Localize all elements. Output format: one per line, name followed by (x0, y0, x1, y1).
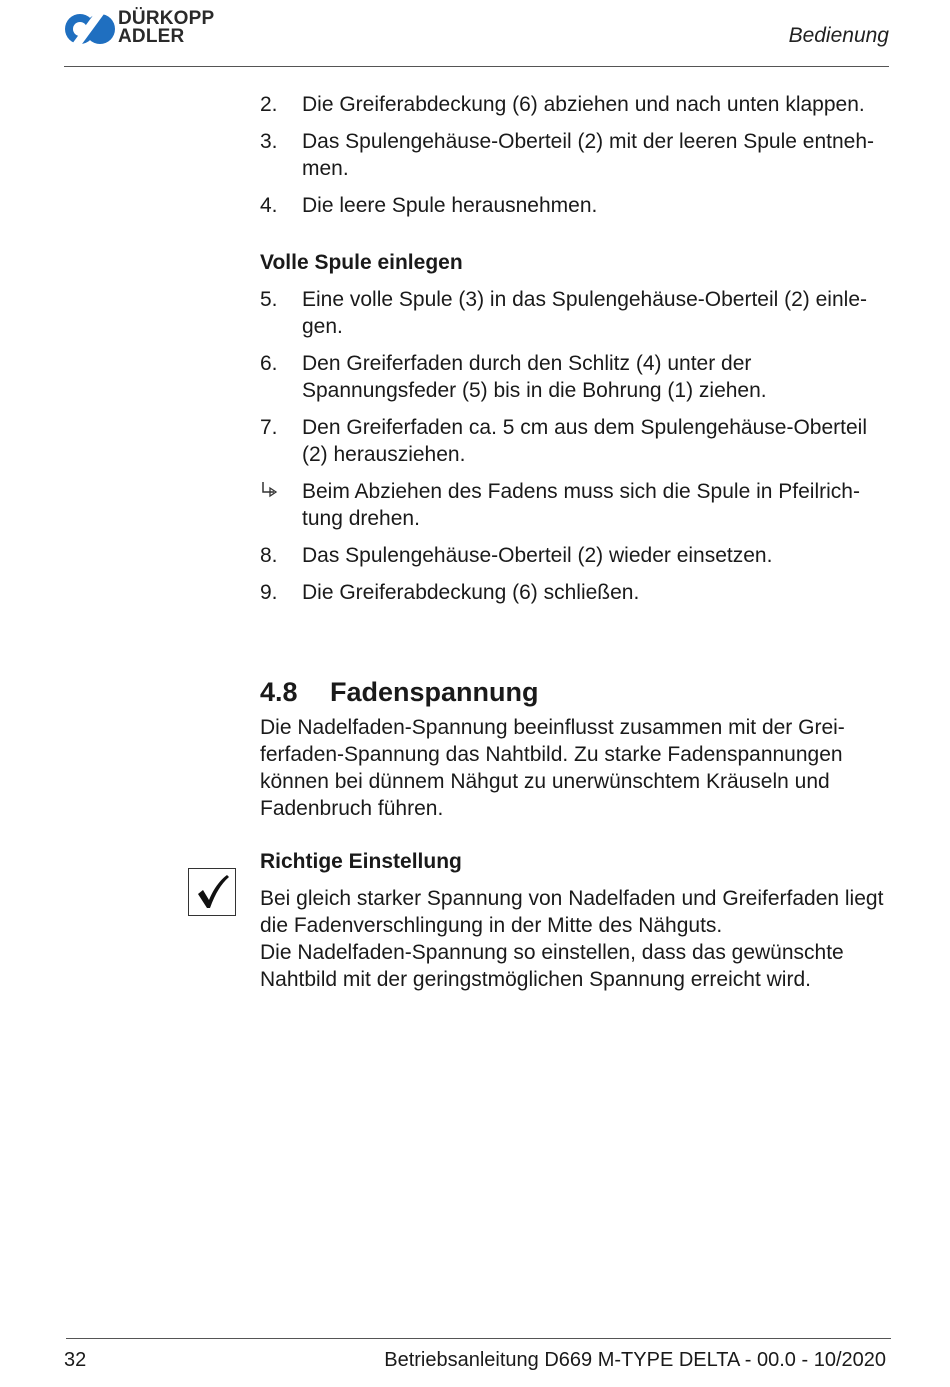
brand-wordmark (118, 10, 214, 46)
section-title: Fadenspannung (330, 677, 539, 707)
list-item (260, 286, 890, 340)
document-info: Betriebsanleitung D669 M-TYPE DELTA - 00.0 - 10/2020 (384, 1349, 886, 1371)
step-number: 3. (260, 130, 278, 153)
section-intro: Die Nadelfaden-Spannung beeinflusst zusammen mit der Grei-ferfaden-Spannung das Nahtbild. Zu starke Fadenspannungen können bei dünnem Nähgut zu unerwünschtem Kräuseln und Fadenbruch führen. (260, 716, 845, 820)
step-number: 4. (260, 194, 278, 217)
setting-heading: Richtige Einstellung (260, 850, 462, 873)
brand-line-2: ADLER (118, 26, 185, 47)
step-number: 7. (260, 416, 278, 439)
list-item (260, 192, 890, 219)
step-text: Die leere Spule herausnehmen. (302, 194, 598, 217)
list-item (260, 128, 890, 182)
section-number: 4.8 (260, 677, 298, 707)
duerkopp-adler-logo-icon (64, 10, 116, 48)
step-text: Den Greiferfaden durch den Schlitz (4) unter der Spannungsfeder (5) bis in die Bohrung (1) ziehen. (302, 352, 767, 402)
list-item (260, 350, 890, 404)
step-number: 9. (260, 581, 278, 604)
step-text: Eine volle Spule (3) in das Spulengehäuse-Oberteil (2) einle-gen. (302, 288, 867, 338)
step-number: 8. (260, 544, 278, 567)
step-text: Beim Abziehen des Fadens muss sich die Spule in Pfeilrich-tung drehen. (302, 480, 860, 530)
steps-list-bottom (260, 286, 890, 606)
step-text: Das Spulengehäuse-Oberteil (2) mit der leeren Spule entneh-men. (302, 130, 874, 180)
setting-text-1: Bei gleich starker Spannung von Nadelfaden und Greiferfaden liegt die Fadenverschlingung in der Mitte des Nähguts. (260, 887, 884, 937)
brand-line-1: DÜRKOPP (118, 8, 215, 29)
brand-logo (64, 10, 234, 50)
step-text: Das Spulengehäuse-Oberteil (2) wieder einsetzen. (302, 544, 773, 567)
header-divider (64, 66, 889, 67)
setting-text-2: Die Nadelfaden-Spannung so einstellen, dass das gewünschte Nahtbild mit der geringstmöglichen Spannung erreicht wird. (260, 941, 844, 991)
chapter-title: Bedienung (788, 24, 889, 47)
step-text: Die Greiferabdeckung (6) abziehen und nach unten klappen. (302, 93, 865, 116)
list-item (260, 91, 890, 118)
footer-divider (66, 1338, 891, 1339)
checkmark-icon (193, 872, 231, 912)
page-content (260, 91, 890, 993)
page-number: 32 (64, 1349, 87, 1371)
result-arrow-icon (260, 480, 280, 500)
step-number: 2. (260, 93, 278, 116)
step-number: 5. (260, 288, 278, 311)
step-text: Die Greiferabdeckung (6) schließen. (302, 581, 640, 604)
list-item-result (260, 478, 890, 532)
list-item (260, 579, 890, 606)
section-heading (260, 676, 890, 708)
step-number: 6. (260, 352, 278, 375)
step-marker (260, 478, 302, 532)
steps-list-top (260, 91, 890, 219)
list-item (260, 542, 890, 569)
step-text: Den Greiferfaden ca. 5 cm aus dem Spulengehäuse-Oberteil (2) herausziehen. (302, 416, 867, 466)
subheading: Volle Spule einlegen (260, 251, 463, 274)
correct-setting-badge (188, 868, 236, 916)
list-item (260, 414, 890, 468)
